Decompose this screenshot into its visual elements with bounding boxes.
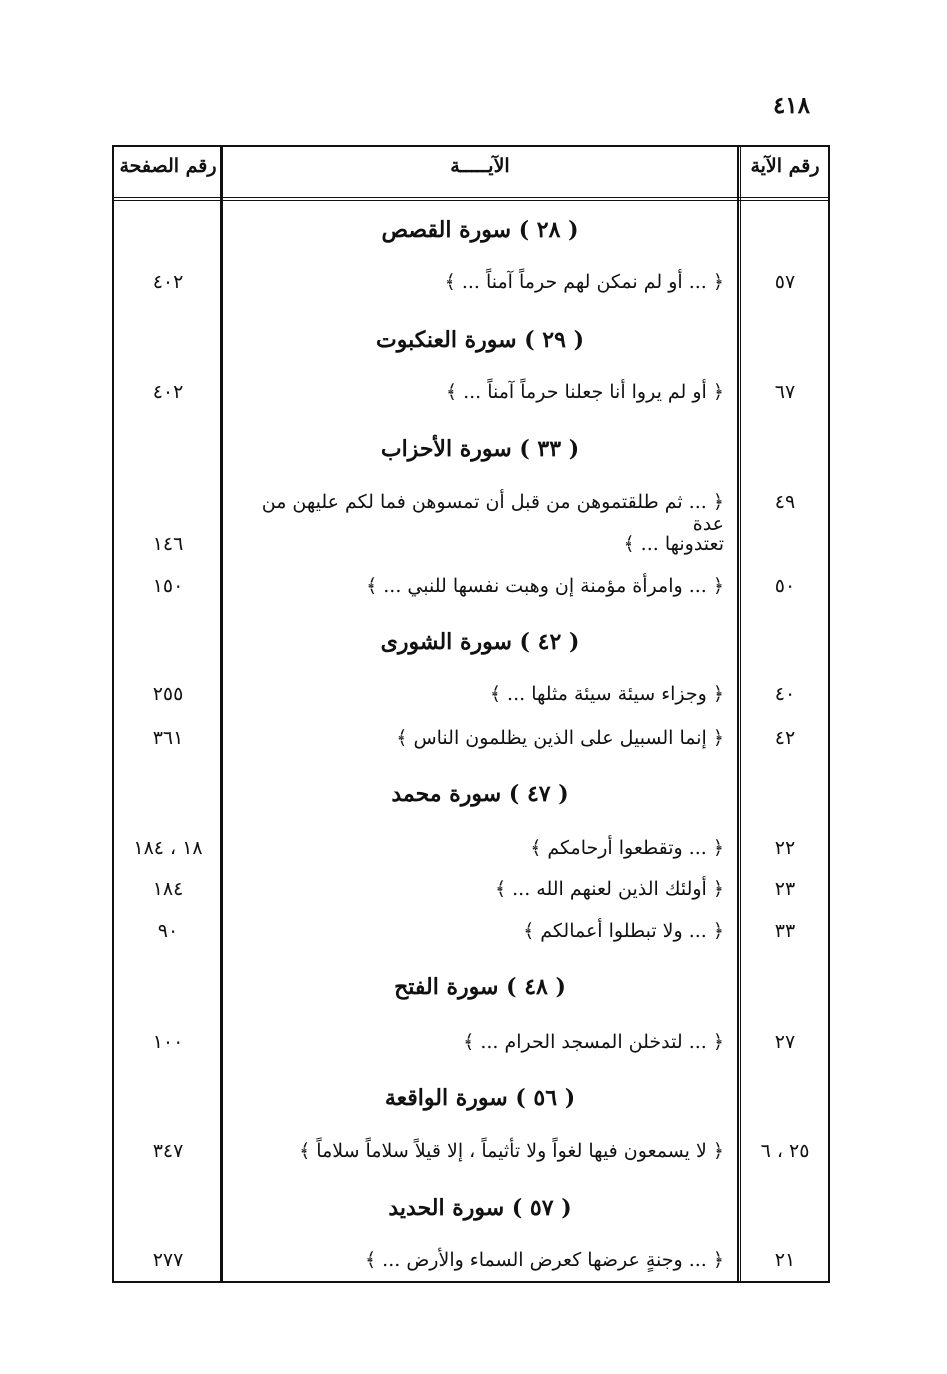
verse-number: ٢٣ [774, 878, 796, 900]
verse-text: ﴿ ... ولا تبطلوا أعمالكم ﴾ [523, 920, 724, 942]
page-ref: ٤٠٢ [152, 271, 184, 293]
surah-title: ( ٥٦ ) سورة الواقعة [384, 1085, 576, 1111]
surah-title: ( ٤٧ ) سورة محمد [391, 781, 569, 807]
verse-number: ٥٠ [774, 575, 796, 597]
page-ref: ١٤٦ [152, 533, 184, 555]
page-number: ٤١٨ [772, 92, 810, 119]
verse-text: ﴿ إنما السبيل على الذين يظلمون الناس ﴾ [396, 727, 724, 749]
surah-title: ( ٤٢ ) سورة الشورى [380, 629, 580, 655]
verse-text: تعتدونها ... ﴾ [623, 533, 724, 555]
verse-number: ٢٥ ، ٦ [760, 1140, 810, 1162]
verse-index-table [112, 145, 830, 1283]
verse-number: ٢٧ [774, 1031, 796, 1053]
page-ref: ٩٠ [157, 920, 179, 942]
verse-number: ٤٩ [774, 491, 796, 513]
verse-number: ٤٠ [774, 683, 796, 705]
page-ref: ١٥٠ [152, 575, 184, 597]
header-verse-number: رقم الآية [750, 155, 820, 177]
verse-text: ﴿ أو لم يروا أنا جعلنا حرماً آمناً ... ﴾ [445, 381, 724, 403]
verse-number: ٣٣ [774, 920, 796, 942]
verse-text: ﴿ لا يسمعون فيها لغواً ولا تأثيماً ، إلا قيلاً سلاماً سلاماً ﴾ [299, 1140, 724, 1162]
verse-number: ٤٢ [774, 727, 796, 749]
verse-number: ٢١ [774, 1249, 796, 1271]
page-ref: ١٠٠ [152, 1031, 184, 1053]
verse-text: ﴿ ... وامرأة مؤمنة إن وهبت نفسها للنبي ... ﴾ [366, 575, 724, 597]
verse-text: ﴿ ... ثم طلقتموهن من قبل أن تمسوهن فما لكم عليهن من عدة [261, 491, 724, 535]
verse-text: ﴿ أولئك الذين لعنهم الله ... ﴾ [494, 878, 724, 900]
header-verse: الآيـــــة [450, 155, 510, 177]
page-ref: ٣٦١ [152, 727, 184, 749]
verse-text: ﴿ ... أو لم نمكن لهم حرماً آمناً ... ﴾ [444, 271, 724, 293]
surah-title: ( ٥٧ ) سورة الحديد [388, 1195, 572, 1221]
surah-title: ( ٣٣ ) سورة الأحزاب [380, 436, 580, 462]
verse-number: ٦٧ [774, 381, 796, 403]
surah-title: ( ٢٩ ) سورة العنكبوت [376, 327, 584, 353]
surah-title: ( ٤٨ ) سورة الفتح [394, 974, 566, 1000]
verse-text: ﴿ ... وجنةٍ عرضها كعرض السماء والأرض ... ﴾ [365, 1249, 724, 1271]
verse-text: ﴿ وجزاء سيئة سيئة مثلها ... ﴾ [489, 683, 724, 705]
header-page-number: رقم الصفحة [119, 155, 217, 177]
page-ref: ٤٠٢ [152, 381, 184, 403]
page-ref: ١٨٤ [152, 878, 184, 900]
page-ref: ٢٥٥ [152, 683, 184, 705]
page-ref: ١٨ ، ١٨٤ [133, 837, 203, 859]
verse-number: ٢٢ [774, 837, 796, 859]
surah-title: ( ٢٨ ) سورة القصص [381, 217, 579, 243]
verse-number: ٥٧ [774, 271, 796, 293]
verse-text: ﴿ ... لتدخلن المسجد الحرام ... ﴾ [463, 1031, 724, 1053]
page-ref: ٢٧٧ [152, 1249, 184, 1271]
verse-text: ﴿ ... وتقطعوا أرحامكم ﴾ [530, 837, 724, 859]
page-ref: ٣٤٧ [152, 1140, 184, 1162]
